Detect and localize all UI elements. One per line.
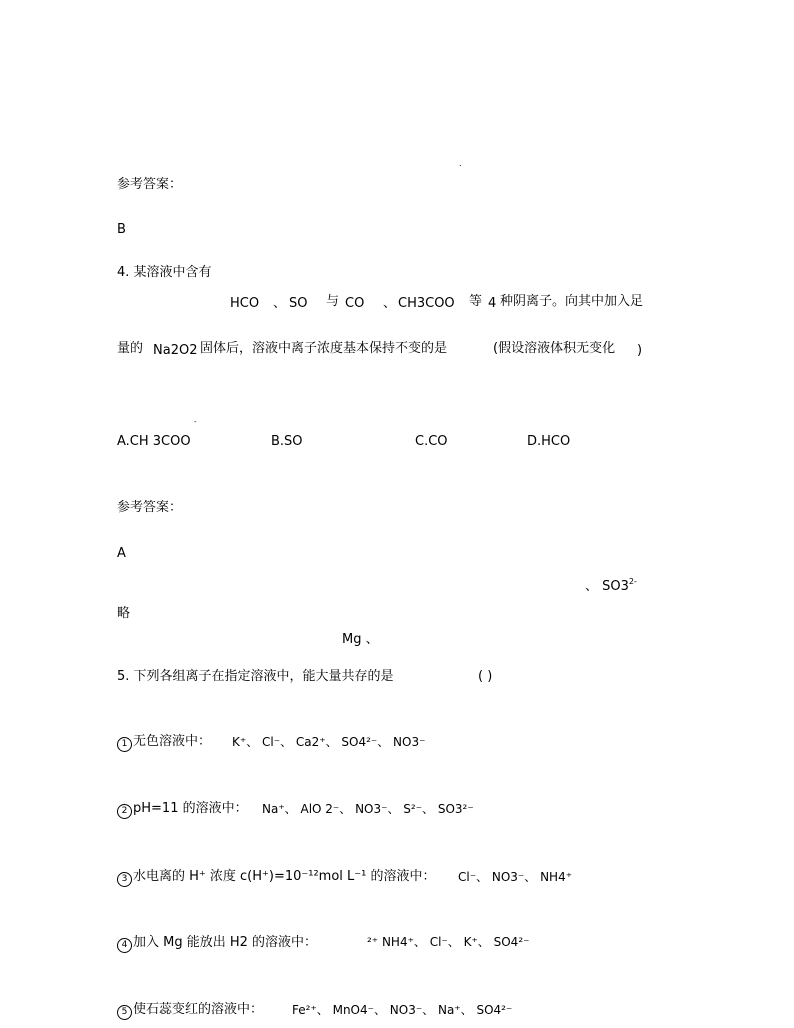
answer-paren: ( ) (478, 669, 493, 684)
answer-label: 参考答案： (117, 500, 183, 515)
answer-label: 参考答案： (117, 177, 183, 192)
answer-value: B (117, 222, 126, 237)
item-ions: Na⁺、 AlO 2⁻、 NO3⁻、 S²⁻、 SO3²⁻ (262, 802, 474, 816)
reagent: Na2O2 (153, 343, 198, 358)
q5-item (117, 1003, 263, 1020)
item-ions: ²⁺ NH4⁺、 Cl⁻、 K⁺、 SO4²⁻ (367, 935, 530, 949)
and-word: 与 (326, 294, 340, 309)
item-number: 2 (117, 804, 132, 819)
speck: . (459, 159, 462, 168)
item-ions: Fe²⁺、 MnO4⁻、 NO3⁻、 Na⁺、 SO4²⁻ (292, 1003, 513, 1017)
ion-so: SO (289, 296, 308, 311)
item-number: 5 (117, 1005, 132, 1020)
item-condition: 使石蕊变红的溶液中： (133, 1002, 264, 1017)
close-paren: ) (637, 343, 643, 358)
separator: 、 (383, 296, 397, 311)
ion-hco: HCO (230, 296, 260, 311)
speck: - (194, 418, 197, 426)
item-condition: 加入 Mg 能放出 H2 的溶液中： (133, 935, 318, 950)
option-a: A.CH 3COO (117, 434, 191, 449)
separator: 、 (273, 296, 287, 311)
option-d: D.HCO (527, 434, 571, 449)
q5-item (117, 936, 317, 953)
q4-stem-start: 4. 某溶液中含有 (117, 265, 212, 280)
floating-so3: 、 $SO3^{2-}$ (585, 577, 637, 594)
item-ions: K⁺、 Cl⁻、 Ca2⁺、 SO4²⁻、 NO3⁻ (232, 735, 426, 749)
item-condition: 无色溶液中： (133, 734, 212, 749)
ion-ch3coo: CH3COO (398, 296, 455, 311)
q5-stem: 5. 下列各组离子在指定溶液中，能大量共存的是 (117, 669, 394, 684)
item-number: 3 (117, 872, 132, 887)
q4-line2-b: 固体后，溶液中离子浓度基本保持不变的是 (200, 341, 448, 356)
q4-mid: 等 (469, 294, 483, 309)
q4-stem-end: 种阴离子。向其中加入足 (500, 294, 644, 309)
floating-mg: Mg 、 (342, 632, 379, 647)
item-number: 4 (117, 938, 132, 953)
option-c: C.CO (415, 434, 448, 449)
answer-value: A (117, 546, 126, 561)
assumption: (假设溶液体积无变化 (493, 341, 616, 356)
q5-item (117, 870, 436, 887)
q5-item (117, 802, 248, 819)
q5-item (117, 735, 211, 752)
item-ions: Cl⁻、 NO3⁻、 NH4⁺ (458, 870, 573, 884)
option-b: B.SO (271, 434, 303, 449)
q4-count: 4 (488, 296, 497, 311)
item-condition: 水电离的 H⁺ 浓度 c(H⁺)=10⁻¹²mol L⁻¹ 的溶液中： (133, 869, 436, 884)
item-number: 1 (117, 737, 132, 752)
ion-co: CO (345, 296, 365, 311)
q4-line2-a: 量的 (117, 341, 144, 356)
answer-note: 略 (117, 606, 131, 621)
item-condition: pH=11 的溶液中： (133, 801, 248, 816)
